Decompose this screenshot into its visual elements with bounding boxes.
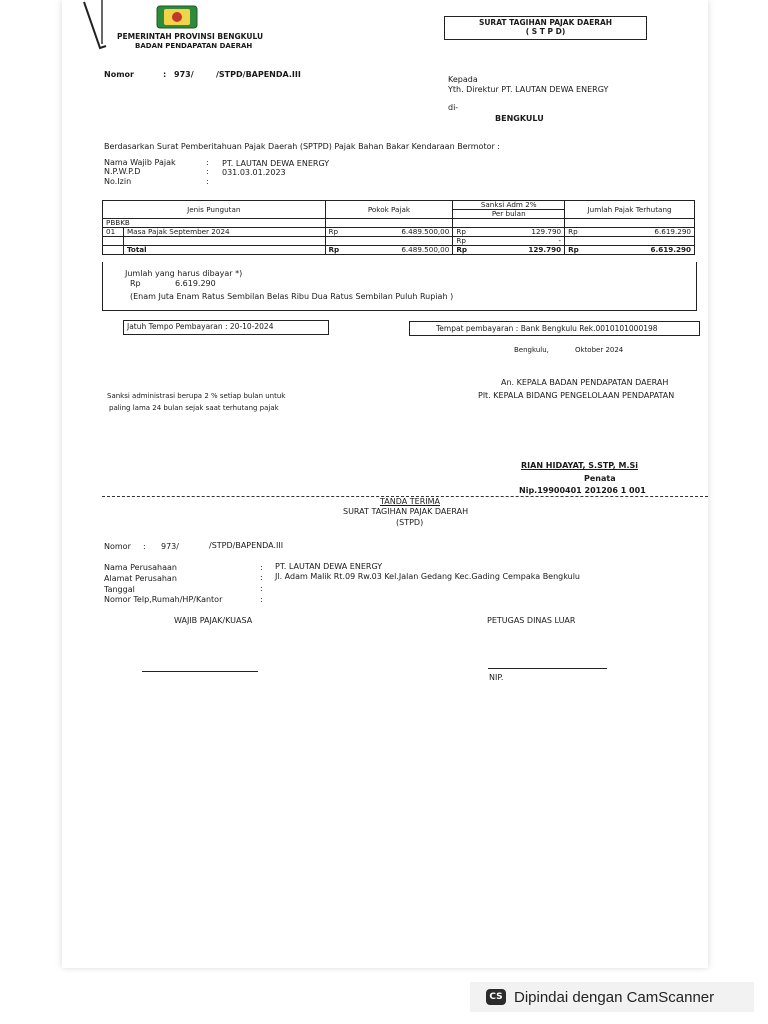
signatory-an: An. KEPALA BADAN PENDAPATAN DAERAH bbox=[501, 378, 669, 387]
signatory-nip: Nip.19900401 201206 1 001 bbox=[519, 486, 646, 495]
address-value: Jl. Adam Malik Rt.09 Rw.03 Kel.Jalan Gedang Kec.Gading Cempaka Bengkulu bbox=[275, 572, 580, 581]
col-pokok: Pokok Pajak bbox=[325, 201, 453, 219]
receipt-nomor-sep: : bbox=[143, 542, 146, 551]
receipt-nomor-number: 973/ bbox=[161, 542, 179, 551]
doc-abbr: ( S T P D) bbox=[525, 27, 566, 36]
place-text: Tempat pembayaran : Bank Bengkulu Rek.0010101000198 bbox=[436, 324, 658, 333]
gov-name: PEMERINTAH PROVINSI BENGKULU bbox=[117, 32, 264, 41]
phone-label: Nomor Telp,Rumah/HP/Kantor bbox=[104, 595, 223, 604]
row-pokok-rp: Rp bbox=[325, 228, 350, 237]
col-sanksi-sub: Per bulan bbox=[491, 209, 526, 218]
camscanner-logo-icon: CS bbox=[486, 989, 506, 1005]
taxpayer-name-value: PT. LAUTAN DEWA ENERGY bbox=[222, 159, 330, 168]
npwpd-value: 031.03.01.2023 bbox=[222, 168, 286, 177]
nomor-suffix: /STPD/BAPENDA.III bbox=[216, 70, 301, 79]
camscanner-text: Dipindai dengan CamScanner bbox=[514, 988, 715, 1006]
row-desc: Masa Pajak September 2024 bbox=[123, 228, 325, 237]
table-total-row bbox=[103, 246, 695, 255]
sanction-line1: Sanksi administrasi berupa 2 % setiap bulan untuk bbox=[107, 392, 286, 400]
staple-mark bbox=[80, 0, 110, 54]
payable-rp: Rp bbox=[130, 279, 141, 288]
npwpd-label: N.P.W.P.D bbox=[104, 167, 141, 176]
row-sanksi: 129.790 bbox=[478, 228, 565, 237]
table-row bbox=[103, 237, 695, 246]
receipt-title: TANDA TERIMA bbox=[380, 497, 440, 506]
row-jumlah-rp: Rp bbox=[565, 228, 590, 237]
sanction-line2: paling lama 24 bulan sejak saat terhutang pajak bbox=[109, 404, 279, 412]
izin-sep: : bbox=[206, 177, 209, 186]
taxpayer-name-label: Nama Wajib Pajak bbox=[104, 158, 176, 167]
wp-label: WAJIB PAJAK/KUASA bbox=[174, 616, 253, 625]
row-pokok: 6.489.500,00 bbox=[350, 228, 453, 237]
row-sanksi-rp: Rp bbox=[453, 228, 478, 237]
tax-table bbox=[102, 200, 695, 255]
col-sanksi bbox=[453, 201, 565, 219]
row-jumlah: 6.619.290 bbox=[590, 228, 695, 237]
payable-amount: 6.619.290 bbox=[175, 279, 216, 288]
date-sep: : bbox=[260, 584, 263, 593]
payable-words: (Enam Juta Enam Ratus Sembilan Belas Ribu Dua Ratus Sembilan Puluh Rupiah ) bbox=[130, 292, 454, 301]
col-jumlah: Jumlah Pajak Terhutang bbox=[565, 201, 695, 219]
nomor-label: Nomor bbox=[104, 70, 134, 79]
group-label: PBBKB bbox=[103, 219, 326, 228]
recipient-kepada: Kepada bbox=[448, 75, 478, 84]
total-pokok-rp: Rp bbox=[325, 246, 350, 255]
total-label: Total bbox=[123, 246, 325, 255]
signatory-name: RIAN HIDAYAT, S.STP, M.Si bbox=[521, 461, 639, 470]
address-sep: : bbox=[260, 573, 263, 582]
address-label: Alamat Perusahan bbox=[104, 574, 177, 583]
total-sanksi-rp: Rp bbox=[453, 246, 478, 255]
signatory-rank: Penata bbox=[584, 474, 616, 483]
due-text: Jatuh Tempo Pembayaran : 20-10-2024 bbox=[127, 322, 274, 331]
date-label: Tanggal bbox=[104, 585, 135, 594]
taxpayer-name-sep: : bbox=[206, 158, 209, 167]
signatory-plt: Plt. KEPALA BIDANG PENGELOLAAN PENDAPATAN bbox=[478, 391, 675, 400]
row2-sanksi-dash: - bbox=[478, 237, 565, 246]
company-label: Nama Perusahaan bbox=[104, 563, 177, 572]
row-no: 01 bbox=[103, 228, 124, 237]
wp-signature-line bbox=[142, 671, 258, 672]
total-sanksi: 129.790 bbox=[478, 246, 565, 255]
total-jumlah-rp: Rp bbox=[565, 246, 590, 255]
nomor-number: 973/ bbox=[174, 70, 194, 79]
payable-label: Jumlah yang harus dibayar *) bbox=[125, 269, 243, 278]
receipt-abbr: (STPD) bbox=[396, 518, 424, 527]
province-logo-icon bbox=[156, 5, 198, 29]
officer-label: PETUGAS DINAS LUAR bbox=[487, 616, 576, 625]
recipient-city: BENGKULU bbox=[495, 114, 544, 123]
date-month: Oktober 2024 bbox=[575, 346, 624, 354]
nomor-sep: : bbox=[163, 70, 167, 79]
receipt-nomor-suffix: /STPD/BAPENDA.III bbox=[209, 541, 284, 550]
total-jumlah: 6.619.290 bbox=[590, 246, 695, 255]
row2-sanksi-rp: Rp bbox=[453, 237, 478, 246]
company-value: PT. LAUTAN DEWA ENERGY bbox=[275, 562, 383, 571]
company-sep: : bbox=[260, 563, 263, 572]
officer-signature-line bbox=[488, 668, 607, 669]
col-sanksi-label: Sanksi Adm 2% bbox=[453, 201, 564, 210]
date-city: Bengkulu, bbox=[514, 346, 549, 354]
phone-sep: : bbox=[260, 595, 263, 604]
table-row bbox=[103, 228, 695, 237]
recipient-yth: Yth. Direktur PT. LAUTAN DEWA ENERGY bbox=[448, 85, 609, 94]
agency-name: BADAN PENDAPATAN DAERAH bbox=[135, 42, 253, 50]
col-jenis: Jenis Pungutan bbox=[103, 201, 326, 219]
izin-label: No.Izin bbox=[104, 177, 132, 186]
npwpd-sep: : bbox=[206, 167, 209, 176]
total-pokok: 6.489.500,00 bbox=[350, 246, 453, 255]
receipt-subtitle: SURAT TAGIHAN PAJAK DAERAH bbox=[343, 507, 469, 516]
camscanner-watermark bbox=[470, 982, 754, 1012]
receipt-nomor-label: Nomor bbox=[104, 542, 131, 551]
intro-text: Berdasarkan Surat Pemberitahuan Pajak Daerah (SPTPD) Pajak Bahan Bakar Kendaraan Bermotor : bbox=[104, 142, 500, 151]
recipient-di: di- bbox=[448, 103, 459, 112]
doc-title: SURAT TAGIHAN PAJAK DAERAH bbox=[478, 18, 613, 27]
nip-label: NIP. bbox=[489, 673, 504, 682]
